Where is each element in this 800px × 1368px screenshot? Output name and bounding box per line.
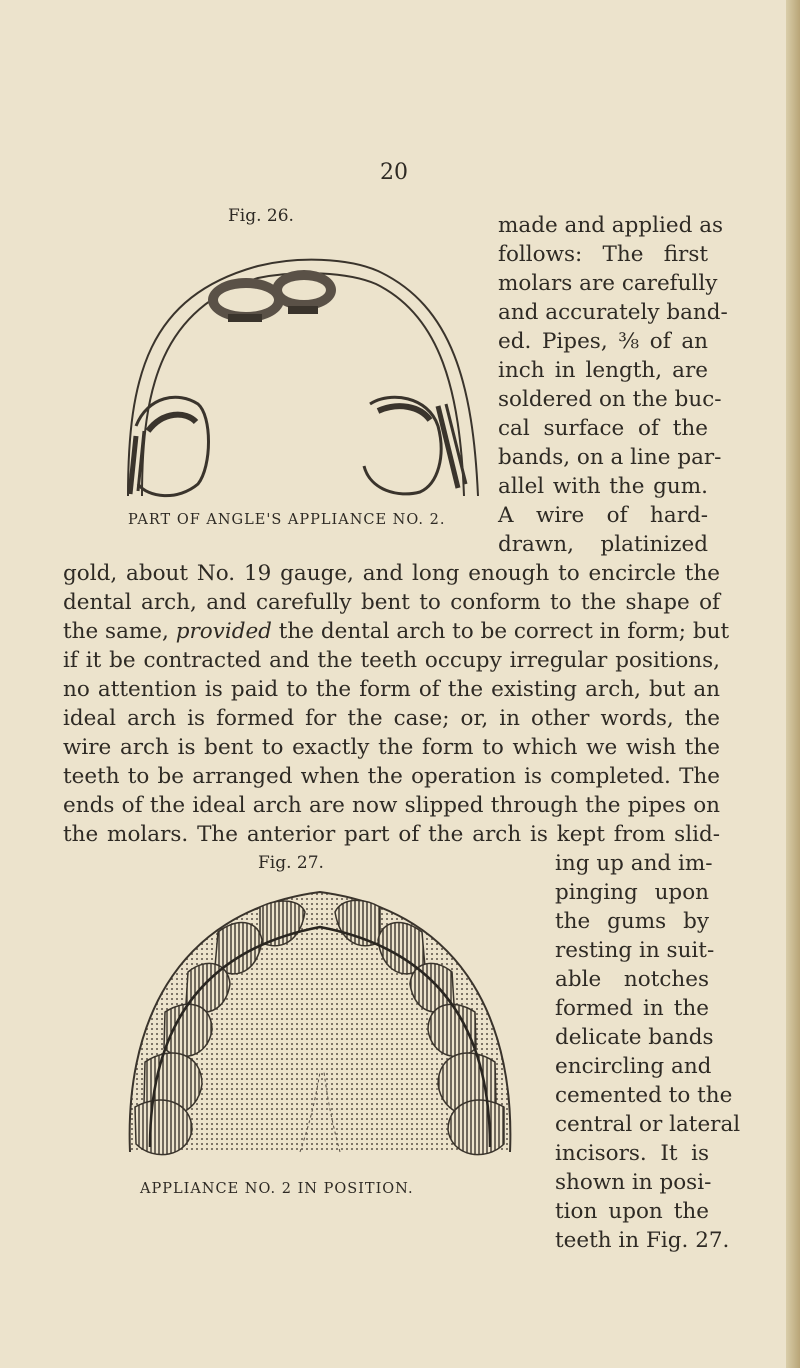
text-line: dental arch, and carefully bent to conform to the shape of [63,590,720,615]
text-line: ideal arch is formed for the case; or, in other words, the [63,706,720,731]
fig-26-illustration [108,226,488,516]
fig-26-label: Fig. 26. [228,206,294,226]
text-line: able notches [555,967,709,992]
text-line: central or lateral [555,1112,741,1137]
text-line: ends of the ideal arch are now slipped through the pipes on [63,793,720,818]
text-line: cal surface of the [498,416,708,441]
text-line: tion upon the [555,1199,709,1224]
text-line: follows: The first [498,242,708,267]
text-line: gold, about No. 19 gauge, and long enough to encircle the [63,561,720,586]
text-line: bands, on a line par- [498,445,722,470]
page-edge [786,0,800,1368]
text-line: drawn, platinized [498,532,708,557]
text-line: the molars. The anterior part of the arch is kept from slid- [63,822,720,847]
text-line: molars are carefully [498,271,718,296]
text-line: teeth in Fig. 27. [555,1228,730,1253]
text-line: no attention is paid to the form of the existing arch, but an [63,677,720,702]
fig-27-illustration [110,872,530,1172]
text-line: delicate bands [555,1025,714,1050]
text-line: inch in length, are [498,358,708,383]
italic-provided: provided [175,619,272,644]
text-line: resting in suit- [555,938,715,963]
text-line: teeth to be arranged when the operation is completed. The [63,764,720,789]
text-line: encircling and [555,1054,712,1079]
text-line: made and applied as [498,213,724,238]
text-line-provided [63,617,730,646]
text-span: the same, [63,619,176,644]
text-line: wire arch is bent to exactly the form to which we wish the [63,735,720,760]
fig-27-label: Fig. 27. [258,853,324,873]
text-line: allel with the gum. [498,474,708,499]
text-line: ed. Pipes, ⅜ of an [498,329,708,354]
text-line: shown in posi- [555,1170,712,1195]
text-line: incisors. It is [555,1141,709,1166]
text-span: the dental arch to be correct in form; but [271,619,730,644]
text-line: formed in the [555,996,709,1021]
text-line: the gums by [555,909,709,934]
fig-26-caption: PART OF ANGLE'S APPLIANCE NO. 2. [128,512,446,528]
page-number: 20 [380,160,408,185]
text-line: if it be contracted and the teeth occupy irregular positions, [63,648,720,673]
fig-26-front-bands [208,270,336,322]
fig-27-caption: APPLIANCE NO. 2 IN POSITION. [140,1181,414,1197]
text-line: and accurately band- [498,300,728,325]
text-line: A wire of hard- [498,503,708,528]
text-line: pinging upon [555,880,709,905]
text-line: ing up and im- [555,851,713,876]
text-line: cemented to the [555,1083,733,1108]
fig-26-right-molar-band [364,397,466,494]
text-line: soldered on the buc- [498,387,722,412]
